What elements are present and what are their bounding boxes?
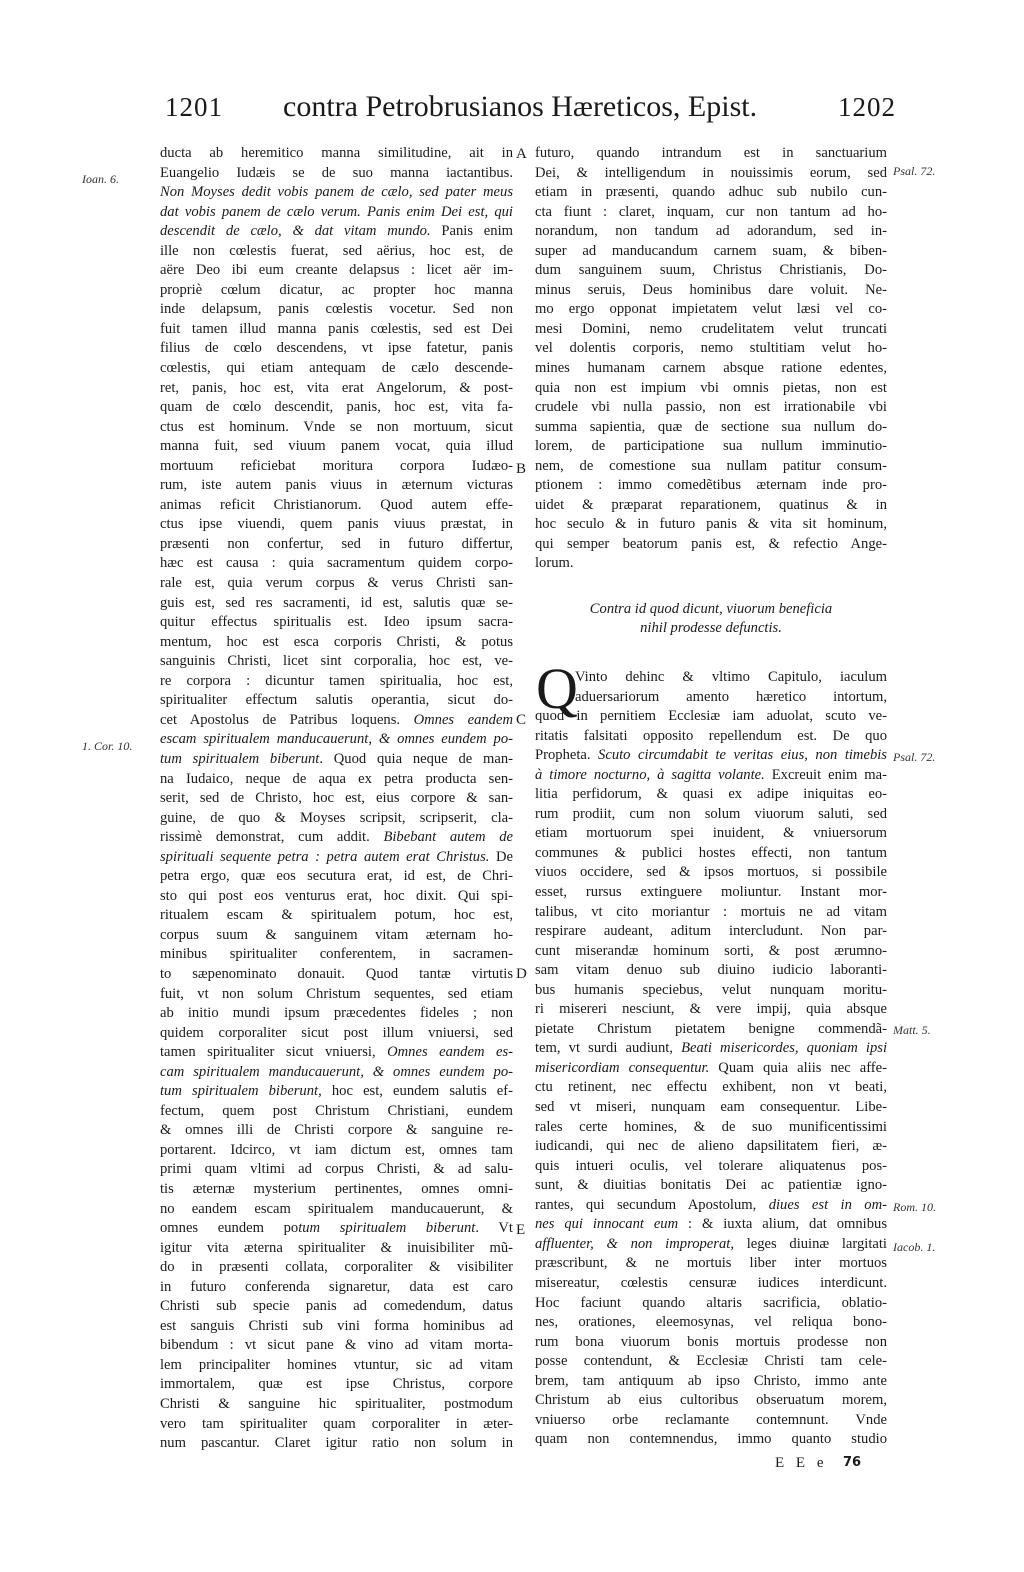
text-line: lorem, de participatione sua nullum imminutio- [535, 438, 887, 455]
section-heading-line-1: Contra id quod dicunt, viuorum beneficia [589, 601, 833, 617]
text-line: futuro, quando intrandum est in sanctuarium [535, 145, 887, 161]
section-letter: E [516, 1222, 526, 1238]
text-line: Christi sub specie panis ad comedendum, datus [160, 1298, 513, 1315]
text-line: bus humanis speciebus, velut nunquam moritu- [535, 981, 887, 998]
text-line: pietate Christum pietatem benigne commendã- [535, 1020, 887, 1037]
text-line: ctu retinent, nec effectu exhibent, non vt beati, [535, 1079, 887, 1096]
text-line: à timore nocturno, à sagitta volante. Excreuit enim ma- [535, 766, 887, 783]
text-line: Vinto dehinc & vltimo Capitulo, iaculum [575, 669, 887, 685]
text-line: in futuro conferenda signaretur, data est caro [160, 1278, 513, 1295]
text-line: corpus suum & sanguinem vitam æternam ho- [160, 926, 513, 943]
text-line: quis intueri oculis, vel tolerare aliquatenus pos- [535, 1157, 887, 1174]
text-line: num pascantur. Claret igitur ratio non solum in [160, 1435, 513, 1452]
margin-note-right: Psal. 72. [893, 750, 936, 764]
text-line: fuit, vt non solum Christum sequentes, sed etiam [160, 985, 513, 1002]
text-line: quitur effectus spiritualis est. Ideo ipsum sacra- [160, 614, 513, 631]
text-line: lorum. [535, 555, 574, 572]
text-line: cœlestis, qui etiam antequam de cælo descende- [160, 360, 513, 377]
text-line: manna fuit, sed viuum panem vocat, quia illud [160, 438, 513, 455]
text-line: spirituali sequente petra : petra autem erat Christus. De [160, 848, 514, 865]
text-line: respirare audeant, aditum intercludunt. Non par- [535, 923, 887, 940]
text-line: inde delapsum, panis cœlestis vocetur. Sed non [160, 301, 513, 318]
text-line: tum spiritualem biberunt, hoc est, eundem salutis ef- [160, 1083, 513, 1100]
text-line: ab initio mundi ipsum præcedentes fideles ; non [160, 1005, 513, 1022]
text-line: Euangelio Iudæis se de suo manna iactantibus. [160, 164, 513, 181]
margin-note-left: Ioan. 6. [82, 172, 119, 186]
text-line: petra ergo, quæ eos secutura erat, id est, de Chri- [160, 868, 513, 885]
text-line: Propheta. Scuto circumdabit te veritas eius, non timebis [535, 747, 887, 764]
text-line: do in præsenti collata, corporaliter & visibiliter [160, 1259, 513, 1276]
text-line: hoc seculo & in futuro panis & vita sit hominum, [535, 516, 887, 533]
margin-note-right: Psal. 72. [893, 164, 936, 178]
margin-note-right: Iacob. 1. [893, 1240, 936, 1254]
text-line: descendit de cælo, & dat vitam mundo. Panis enim [160, 223, 513, 240]
running-title: contra Petrobrusianos Hæreticos, Epist. [283, 90, 758, 123]
text-line: animas reficit Christianorum. Quod autem effe- [160, 496, 513, 513]
text-line: Hoc faciunt quando altaris sacrificia, oblatio- [535, 1294, 887, 1311]
section-letter: A [516, 146, 527, 162]
text-line: ptionem : immo comedẽtibus æternam inde pro- [535, 477, 887, 494]
section-heading-line-2: nihil prodesse defunctis. [640, 620, 782, 636]
text-line: rum bona viuorum bonis mortuis prodesse non [535, 1333, 887, 1350]
text-line: no eandem escam spiritualem manducauerunt, & [160, 1200, 513, 1217]
text-line: quidem corporaliter sicut post illum vniuersi, sed [160, 1024, 513, 1041]
text-line: mines humanam carnem absque ratione edentes, [535, 360, 887, 377]
text-line: misereatur, cœlestis censuræ iudices interdicunt. [535, 1274, 887, 1291]
page-header [0, 92, 1024, 132]
margin-note-right: Matt. 5. [893, 1023, 931, 1037]
text-line: rales certe homines, & de suo munificentissimi [535, 1118, 887, 1135]
text-line: escam spiritualem manducauerunt, & omnes eundem po- [160, 731, 513, 748]
text-line: dum sanguinem suum, Christus Christianis, Do- [535, 262, 887, 279]
text-line: mentum, hoc est esca corporis Christi, & potus [160, 633, 513, 650]
margin-note-right: Rom. 10. [893, 1200, 936, 1214]
text-line: tamen spiritualiter sicut vniuersi, Omnes eandem es- [160, 1044, 513, 1061]
text-line: norandum, non tandum ad adorandum, sed in- [535, 223, 887, 240]
text-line: propriè cœlum dicatur, ac propter hoc manna [160, 281, 513, 298]
text-line: talibus, vt cito moriantur : mortuis ne ad vitam [535, 903, 887, 920]
text-line: minus seruis, Deus hominibus dare voluit. Ne- [535, 281, 887, 298]
text-line: communes & publici hostes effecti, non tantum [535, 844, 887, 861]
text-line: fuit tamen illud manna panis cœlestis, sed est Dei [160, 320, 513, 337]
text-line: quod in pernitiem Ecclesiæ iam aduolat, scuto ve- [535, 708, 887, 725]
text-line: litia perfidorum, & quasi ex adipe iniquitas eo- [535, 786, 887, 803]
signature-mark: E E e [775, 1455, 828, 1471]
text-line: ducta ab heremitico manna similitudine, ait in [160, 145, 513, 161]
text-line: bibendum : vt sicut pane & vino ad vitam morta- [160, 1337, 513, 1354]
text-line: cet Apostolus de Patribus loquens. Omnes eandem [160, 711, 513, 728]
text-line: immortalem, quæ est ipse Christus, corpore [160, 1376, 513, 1393]
text-line: quia non est impium vbi omnis pietas, non est [535, 379, 887, 396]
text-line: nem, de comestione sua nullam patitur consum- [535, 457, 887, 474]
text-line: est sanguis Christi sub vini forma hominibus ad [160, 1317, 513, 1334]
drop-cap: Q [536, 656, 578, 721]
text-line: vniuerso orbe reclamante contemnunt. Vnde [535, 1411, 887, 1428]
text-line: mo ergo opponat impietatem velut læsi vel co- [535, 301, 887, 318]
text-line: ret, panis, hoc est, vita erat Angelorum, & post- [160, 379, 513, 396]
text-line: Christum ab eius cultoribus obseruatum morem, [535, 1392, 887, 1409]
text-line: Non Moyses dedit vobis panem de cælo, sed pater meus [160, 184, 513, 201]
text-line: præscribunt, & ne mortuis liber inter mortuos [535, 1255, 887, 1272]
text-line: & omnes illi de Christi corpore & sanguine re- [160, 1122, 513, 1139]
text-line: rissimè demonstrat, cum addit. Bibebant autem de [160, 829, 513, 846]
text-line: guis est, sed res sacramenti, id est, salutis quæ se- [160, 594, 513, 611]
text-line: rum, iste autem panis viuus in æternum victuras [160, 477, 513, 494]
section-letter: D [516, 966, 527, 982]
text-line: aëre Deo ibi eum creante delapsus : licet aër im- [160, 262, 513, 279]
text-line: nes, orationes, eleemosynas, vel reliqua bono- [535, 1314, 887, 1331]
text-line: Dei, & intelligendum in nouissimis eorum, sed [535, 164, 887, 181]
section-letter: B [516, 461, 527, 477]
text-line: cunt miserandæ hominum sorti, & post ærumno- [535, 942, 887, 959]
text-line: na Iudaico, neque de aqua ex petra producta sen- [160, 770, 513, 787]
left-column [160, 144, 513, 1454]
text-line: esset, rursus extinguere moliuntur. Instant mor- [535, 884, 887, 901]
text-line: igitur vita æterna spiritualiter & inuisibiliter mũ- [160, 1239, 513, 1256]
text-line: spiritualiter effectum salutis operantia, sicut do- [160, 692, 513, 709]
text-line: tem, vt surdi audiunt, Beati misericordes, quoniam ipsi [535, 1040, 887, 1057]
page-number-right: 1202 [838, 92, 896, 122]
text-line: posse contendunt, & Ecclesiæ Christi tam cele- [535, 1353, 887, 1370]
text-line: sanguinis Christi, licet sint corporalia, hoc est, ve- [160, 653, 513, 670]
page-number-left: 1201 [165, 92, 223, 122]
text-line: uidet & præparat reparationem, quatinus & in [535, 496, 887, 513]
text-line: primi quam vltimi ad corpus Christi, & ad salu- [160, 1161, 513, 1178]
text-line: serit, sed de Christo, hoc est, eius corpore & san- [160, 790, 513, 807]
text-line: tum spiritualem biberunt. Quod quia neque de man- [160, 750, 513, 767]
text-line: filius de cœlo descendens, vt ipse fatetur, panis [160, 340, 513, 357]
text-line: fectum, quem post Christum Christiani, eundem [160, 1102, 513, 1119]
text-line: sed vt miseri, nunquam eam consequentur. Libe- [535, 1099, 887, 1116]
margin-note-left: 1. Cor. 10. [82, 739, 133, 753]
text-line: præsenti non confertur, sed in futuro differtur, [160, 535, 513, 552]
text-line: ritualem escam & spiritualem potum, hoc est, [160, 907, 513, 924]
text-line: sam vitam denuo sub diuino iudicio laboranti- [535, 962, 887, 979]
text-line: lem principaliter homines vtuntur, sic ad vitam [160, 1356, 513, 1373]
text-line: ille non cœlestis fuerat, sed aërius, hoc est, de [160, 242, 513, 259]
text-line: sunt, & diuitias bonitatis Dei ac patientiæ igno- [535, 1177, 887, 1194]
text-line: etiam mortuorum spei inuident, & vniuersorum [535, 825, 887, 842]
text-line: mortuum reficiebat moritura corpora Iudæo- [160, 457, 513, 474]
text-line: sto qui post eos venturus erat, hoc dixit. Qui spi- [160, 887, 513, 904]
text-line: misericordiam consequentur. Quam quia aliis nec affe- [535, 1059, 887, 1076]
text-line: vel dolentis corporis, nemo stultitiam velut ho- [535, 340, 887, 357]
text-line: rantes, qui secundum Apostolum, diues est in om- [535, 1196, 887, 1213]
text-line: omnes eundem potum spiritualem biberunt. Vt [160, 1220, 513, 1237]
text-line: portarent. Idcirco, vt iam dictum est, omnes tam [160, 1141, 513, 1158]
text-line: iudicandi, qui nec de alieno dapsilitatem fieri, æ- [535, 1138, 887, 1155]
text-line: crudele vbi nulla passio, non est irrationabile vbi [535, 399, 887, 416]
text-line: super ad manducandum carnem suam, & biben- [535, 242, 887, 259]
section-heading [535, 600, 887, 638]
text-line: ctus est hominum. Vnde se non mortuum, sicut [160, 418, 513, 435]
text-line: to sæpenominato donauit. Quod tantæ virtutis [160, 965, 513, 982]
section-letter: C [516, 712, 527, 728]
text-line: brem, tam antiquum ab ipso Christo, immo ante [535, 1372, 887, 1389]
text-line: dat vobis panem de cælo verum. Panis enim Dei est, qui [160, 203, 513, 220]
right-column-top [535, 144, 887, 574]
text-line: ri misereri nesciunt, & vere impij, quia absque [535, 1001, 887, 1018]
text-line: nes qui innocant eum : & iuxta alium, dat omnibus [535, 1216, 887, 1233]
text-line: minibus spiritualiter conferentem, in sacramen- [160, 946, 513, 963]
text-line: quam de cœlo descendit, panis, hoc est, vita fa- [160, 399, 513, 416]
text-line: summa sapientia, quæ de sectione sua nullum do- [535, 418, 887, 435]
text-line: rale est, quia verum corpus & verus Christi san- [160, 575, 513, 592]
text-line: ctus ipse viuendi, quem panis viuus præstat, in [160, 516, 513, 533]
text-line: tis æternæ mysterium pertinentes, omnes omni- [160, 1180, 513, 1197]
text-line: mesi Domini, nemo crudelitatem velut truncati [535, 320, 887, 337]
text-line: Christi & sanguine hic spiritualiter, postmodum [160, 1396, 513, 1412]
text-line: etiam in præsenti, quando adhuc sub nubilo cun- [535, 184, 887, 201]
text-line: rum prodiit, cum non solum viuorum saluti, sed [535, 805, 887, 822]
text-line: qui semper beatorum panis est, & refectio Ange- [535, 535, 887, 552]
text-line: re corpora : dicuntur tamen spiritualia, hoc est, [160, 672, 513, 689]
text-line: guine, de quo & Moyses scripsit, scripserit, cla- [160, 809, 513, 826]
text-line: quam non contemnendus, immo quanto studio [535, 1431, 887, 1448]
text-line: cam spiritualem manducauerunt, & omnes eundem po- [160, 1063, 513, 1080]
text-line: affluenter, & non improperat, leges diuinæ largitati [535, 1235, 887, 1252]
text-line: hæc est causa : quia sacramentum quidem corpo- [160, 555, 513, 572]
text-line: aduersariorum amento hæretico intortum, [575, 688, 887, 705]
text-line: ritatis falsitati opposito repellendum est. De quo [535, 727, 887, 744]
text-line: vero tam spiritualiter quam corporaliter in æter- [160, 1415, 513, 1432]
right-column-bottom [535, 668, 887, 1450]
text-line: cta fiunt : claret, inquam, cur non tantum ad ho- [535, 203, 887, 220]
leaf-number: 76 [843, 1455, 862, 1470]
text-line: viuos occidere, sed & ipsos mortuos, si possibile [535, 864, 887, 881]
